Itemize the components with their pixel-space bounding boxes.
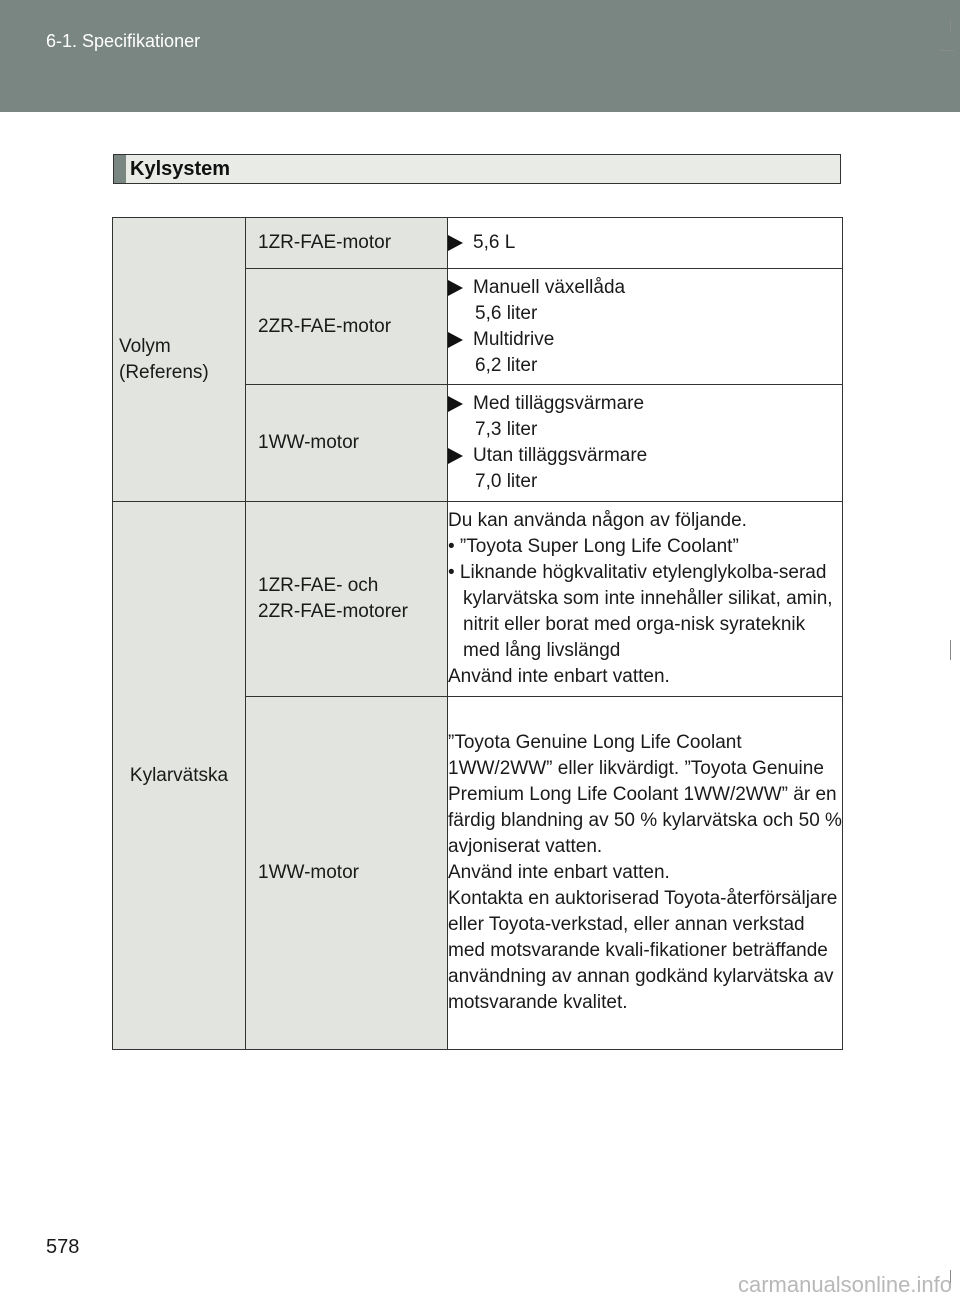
volume-label: Volym — [119, 335, 171, 357]
arrow-right-icon — [448, 235, 463, 251]
coolant-advice: Kontakta en auktoriserad Toyota-återförsäljare eller Toyota-verkstad, eller annan verkstad med motsvarande kvali-fikationer beträffande användning av annan godkänd kylarvätska av motsvarande kvalitet. — [448, 888, 838, 1013]
value-cell — [448, 385, 843, 502]
table-row — [113, 502, 843, 697]
engine-name: 2ZR-FAE-motor — [258, 315, 392, 337]
coolant-note: Använd inte enbart vatten. — [448, 862, 670, 883]
page-number: 578 — [46, 1236, 80, 1258]
value-label: 5,6 L — [473, 232, 516, 253]
volume-label-cell — [113, 218, 246, 502]
cooling-system-table — [112, 217, 843, 1050]
engine-cell — [246, 385, 448, 502]
value-label: Utan tilläggsvärmare — [473, 445, 648, 466]
value-amount: 7,0 liter — [475, 471, 538, 492]
value-cell — [448, 218, 843, 269]
value-label: Multidrive — [473, 328, 555, 350]
section-heading — [113, 154, 841, 184]
watermark: carmanualsonline.info — [737, 1272, 952, 1297]
value-amount: 7,3 liter — [475, 419, 538, 440]
coolant-option: • ”Toyota Super Long Life Coolant” — [448, 536, 739, 557]
coolant-label: Kylarvätska — [129, 764, 229, 786]
volume-label-sub: (Referens) — [119, 361, 209, 383]
coolant-intro: Du kan använda någon av följande. — [448, 510, 747, 531]
engine-name: 2ZR-FAE-motorer — [258, 601, 408, 622]
value-amount: 5,6 liter — [475, 302, 538, 324]
arrow-right-icon — [448, 280, 463, 296]
page-header — [0, 0, 960, 112]
arrow-right-icon — [448, 448, 463, 464]
chapter-title: 6-1. Specifikationer — [46, 31, 201, 51]
coolant-description: ”Toyota Genuine Long Life Coolant 1WW/2WW” eller likvärdigt. ”Toyota Genuine Premium Long Life Coolant 1WW/2WW” är en färdig blandning av 50 % kylarvätska och 50 % avjoniserat vatten. — [448, 732, 842, 857]
arrow-right-icon — [448, 396, 463, 412]
engine-name: 1ZR-FAE-motor — [258, 232, 392, 253]
section-heading-text: Kylsystem — [130, 158, 231, 180]
value-cell — [448, 502, 843, 697]
coolant-label-cell — [113, 502, 246, 1050]
engine-name: 1WW-motor — [258, 432, 359, 453]
engine-cell — [246, 269, 448, 385]
engine-cell — [246, 218, 448, 269]
value-label: Med tilläggsvärmare — [473, 393, 645, 414]
value-cell — [448, 269, 843, 385]
table-row — [113, 218, 843, 269]
arrow-right-icon — [448, 332, 463, 348]
crop-mark — [950, 18, 951, 32]
engine-name: 1WW-motor — [258, 862, 359, 883]
engine-cell — [246, 697, 448, 1050]
crop-mark — [940, 50, 954, 51]
value-amount: 6,2 liter — [475, 354, 538, 376]
section-heading-accent — [114, 155, 126, 183]
engine-cell — [246, 502, 448, 697]
engine-name: 1ZR-FAE- och — [258, 575, 379, 596]
value-label: Manuell växellåda — [473, 276, 626, 298]
coolant-option: • Liknande högkvalitativ etylenglykolba-serad kylarvätska som inte innehåller silikat, amin, nitrit eller borat med orga-nisk syrateknik med lång livslängd — [448, 562, 833, 661]
crop-mark — [950, 640, 951, 660]
coolant-note: Använd inte enbart vatten. — [448, 666, 670, 687]
value-cell — [448, 697, 843, 1050]
